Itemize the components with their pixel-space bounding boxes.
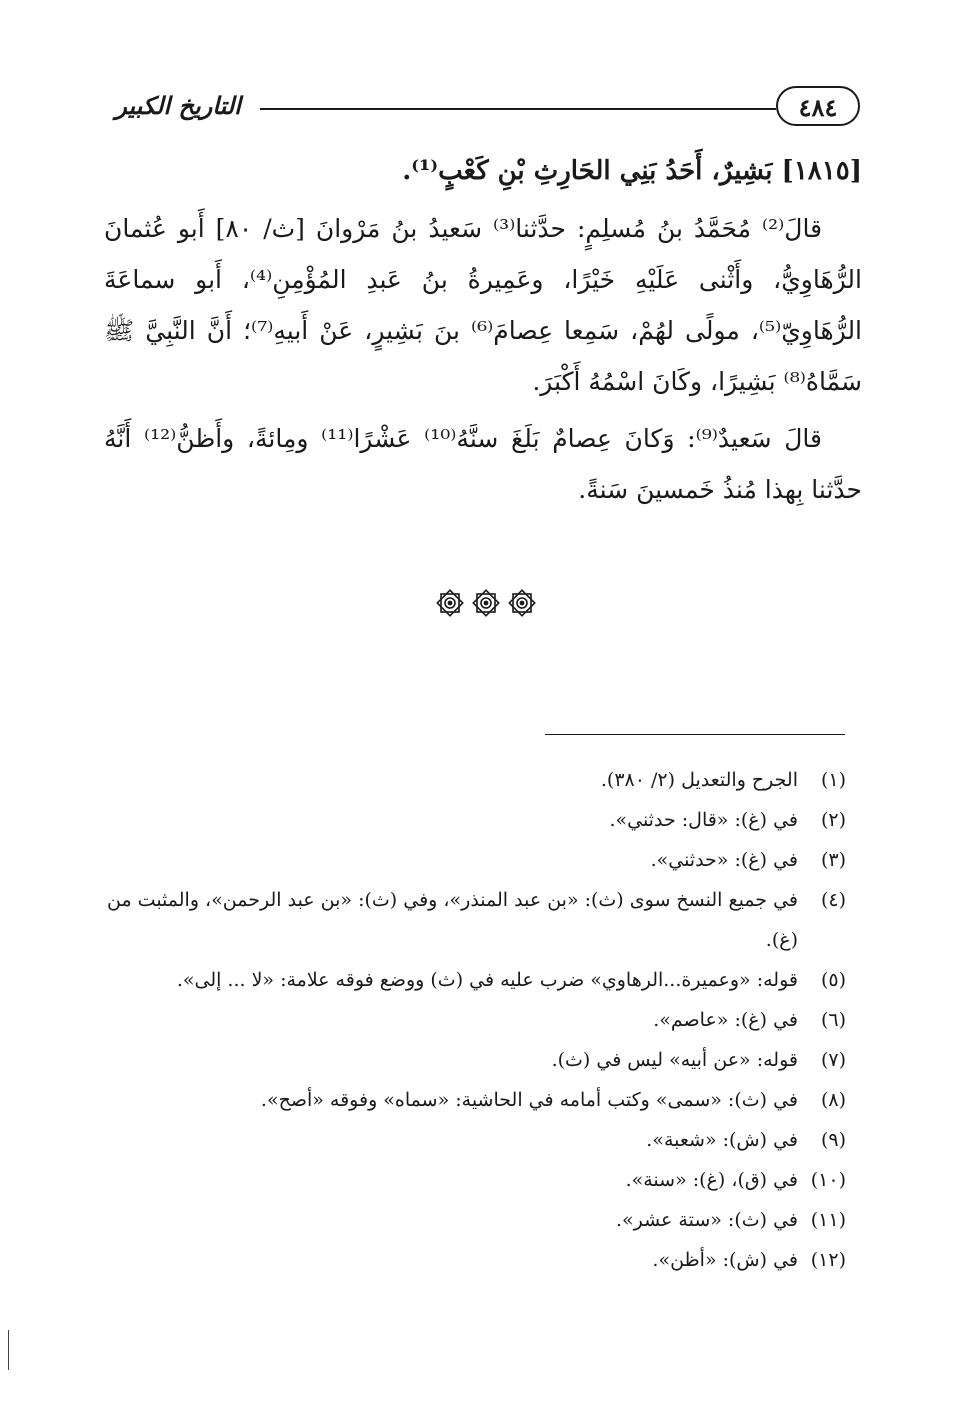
footnote-number: (٨) bbox=[820, 1089, 846, 1111]
footnote-number: (٤) bbox=[820, 889, 846, 911]
footnote-separator bbox=[545, 734, 845, 735]
footnote-number: (٥) bbox=[820, 969, 846, 991]
footnote-number: (١٢) bbox=[810, 1249, 846, 1271]
page-number: ٤٨٤ bbox=[776, 86, 860, 126]
book-title: التاريخ الكبير bbox=[115, 91, 241, 120]
footnote-text: قوله: «وعميرة...الرهاوي» ضرب عليه في (ث) ووضع فوقه علامة: «لا ... إلى». bbox=[176, 969, 798, 991]
footnote bbox=[100, 800, 846, 840]
footnote-text: في (غ): «حدثني». bbox=[650, 849, 798, 871]
footnote-text: في (غ): «عاصم». bbox=[653, 1009, 798, 1031]
footnote-number: (١٠) bbox=[810, 1169, 846, 1191]
section-ornament bbox=[0, 588, 971, 628]
footnotes bbox=[100, 760, 846, 1280]
main-text bbox=[104, 146, 862, 521]
ornament-star-icon bbox=[435, 588, 465, 618]
footnote-text: في (ث): «سمى» وكتب أمامه في الحاشية: «سماه» وفوقه «أصح». bbox=[260, 1089, 798, 1111]
footnote-number: (٢) bbox=[820, 809, 846, 831]
footnote-text: في جميع النسخ سوى (ث): «بن عبد المنذر»، وفي (ث): «بن عبد الرحمن»، والمثبت من (غ). bbox=[106, 889, 798, 951]
footnote bbox=[100, 1120, 846, 1160]
footnote bbox=[100, 960, 846, 1000]
footnote-text: في (غ): «قال: حدثني». bbox=[609, 809, 798, 831]
footnote-number: (٣) bbox=[820, 849, 846, 871]
footnote-number: (٧) bbox=[820, 1049, 846, 1071]
entry-heading: [١٨١٥] بَشِيرٌ، أَحَدُ بَنِي الحَارِثِ بْنِ كَعْبٍ⁽¹⁾. bbox=[402, 156, 862, 186]
footnote bbox=[100, 1240, 846, 1280]
footnote bbox=[100, 1200, 846, 1240]
footnote bbox=[100, 880, 846, 960]
footnote bbox=[100, 760, 846, 800]
footnote bbox=[100, 1040, 846, 1080]
footnote-text: في (ش): «أظن». bbox=[652, 1249, 798, 1271]
footnote-number: (١) bbox=[820, 769, 846, 791]
footnote-text: قوله: «عن أبيه» ليس في (ث). bbox=[551, 1049, 798, 1071]
footnote-number: (١١) bbox=[810, 1209, 846, 1231]
header-rule bbox=[260, 108, 776, 110]
ornament-star-icon bbox=[507, 588, 537, 618]
footnote bbox=[100, 1000, 846, 1040]
footnote-text: في (ق)، (غ): «سنة». bbox=[625, 1169, 798, 1191]
footnote bbox=[100, 1080, 846, 1120]
footnote bbox=[100, 1160, 846, 1200]
footnote-text: في (ش): «شعبة». bbox=[646, 1129, 798, 1151]
footnote-number: (٩) bbox=[820, 1129, 846, 1151]
footnote bbox=[100, 840, 846, 880]
page-header bbox=[100, 84, 860, 134]
scan-edge-mark bbox=[8, 1330, 9, 1370]
footnote-number: (٦) bbox=[820, 1009, 846, 1031]
paragraph-2: قالَ سَعيدٌ⁽⁹⁾: وَكانَ عِصامٌ بَلَغَ سنَّهُ⁽¹⁰⁾ عَشْرًا⁽¹¹⁾ ومِائةً، وأَظنُّ⁽¹²⁾ أَنَّهُ حدَّثنا بِهذا مُنذُ خَمسينَ سَنةً. bbox=[104, 424, 862, 504]
ornament-star-icon bbox=[471, 588, 501, 618]
paragraph-1: قالَ⁽²⁾ مُحَمَّدُ بنُ مُسلِمٍ: حدَّثنا⁽³⁾ سَعيدُ بنُ مَرْوانَ [ث/ ٨٠] أَبو عُثمانَ الرُّهَاوِيُّ، وأَثْنى عَلَيْهِ خَيْرًا، وعَمِيرةُ بنُ عَبدِ المُؤْمِنِ⁽⁴⁾، أَبو سماعَةَ الرُّهَاوِيّ⁽⁵⁾، مولًى لهُمْ، سَمِعا عِصامَ⁽⁶⁾ بنَ بَشِيرٍ، عَنْ أَبيهِ⁽⁷⁾؛ أَنَّ النَّبِيَّ ﷺ سَمَّاهُ⁽⁸⁾ بَشِيرًا، وكَانَ اسْمُهُ أَكْبَرَ. bbox=[104, 214, 863, 396]
footnote-text: الجرح والتعديل (٢/ ٣٨٠). bbox=[600, 769, 798, 791]
footnote-text: في (ث): «ستة عشر». bbox=[615, 1209, 798, 1231]
